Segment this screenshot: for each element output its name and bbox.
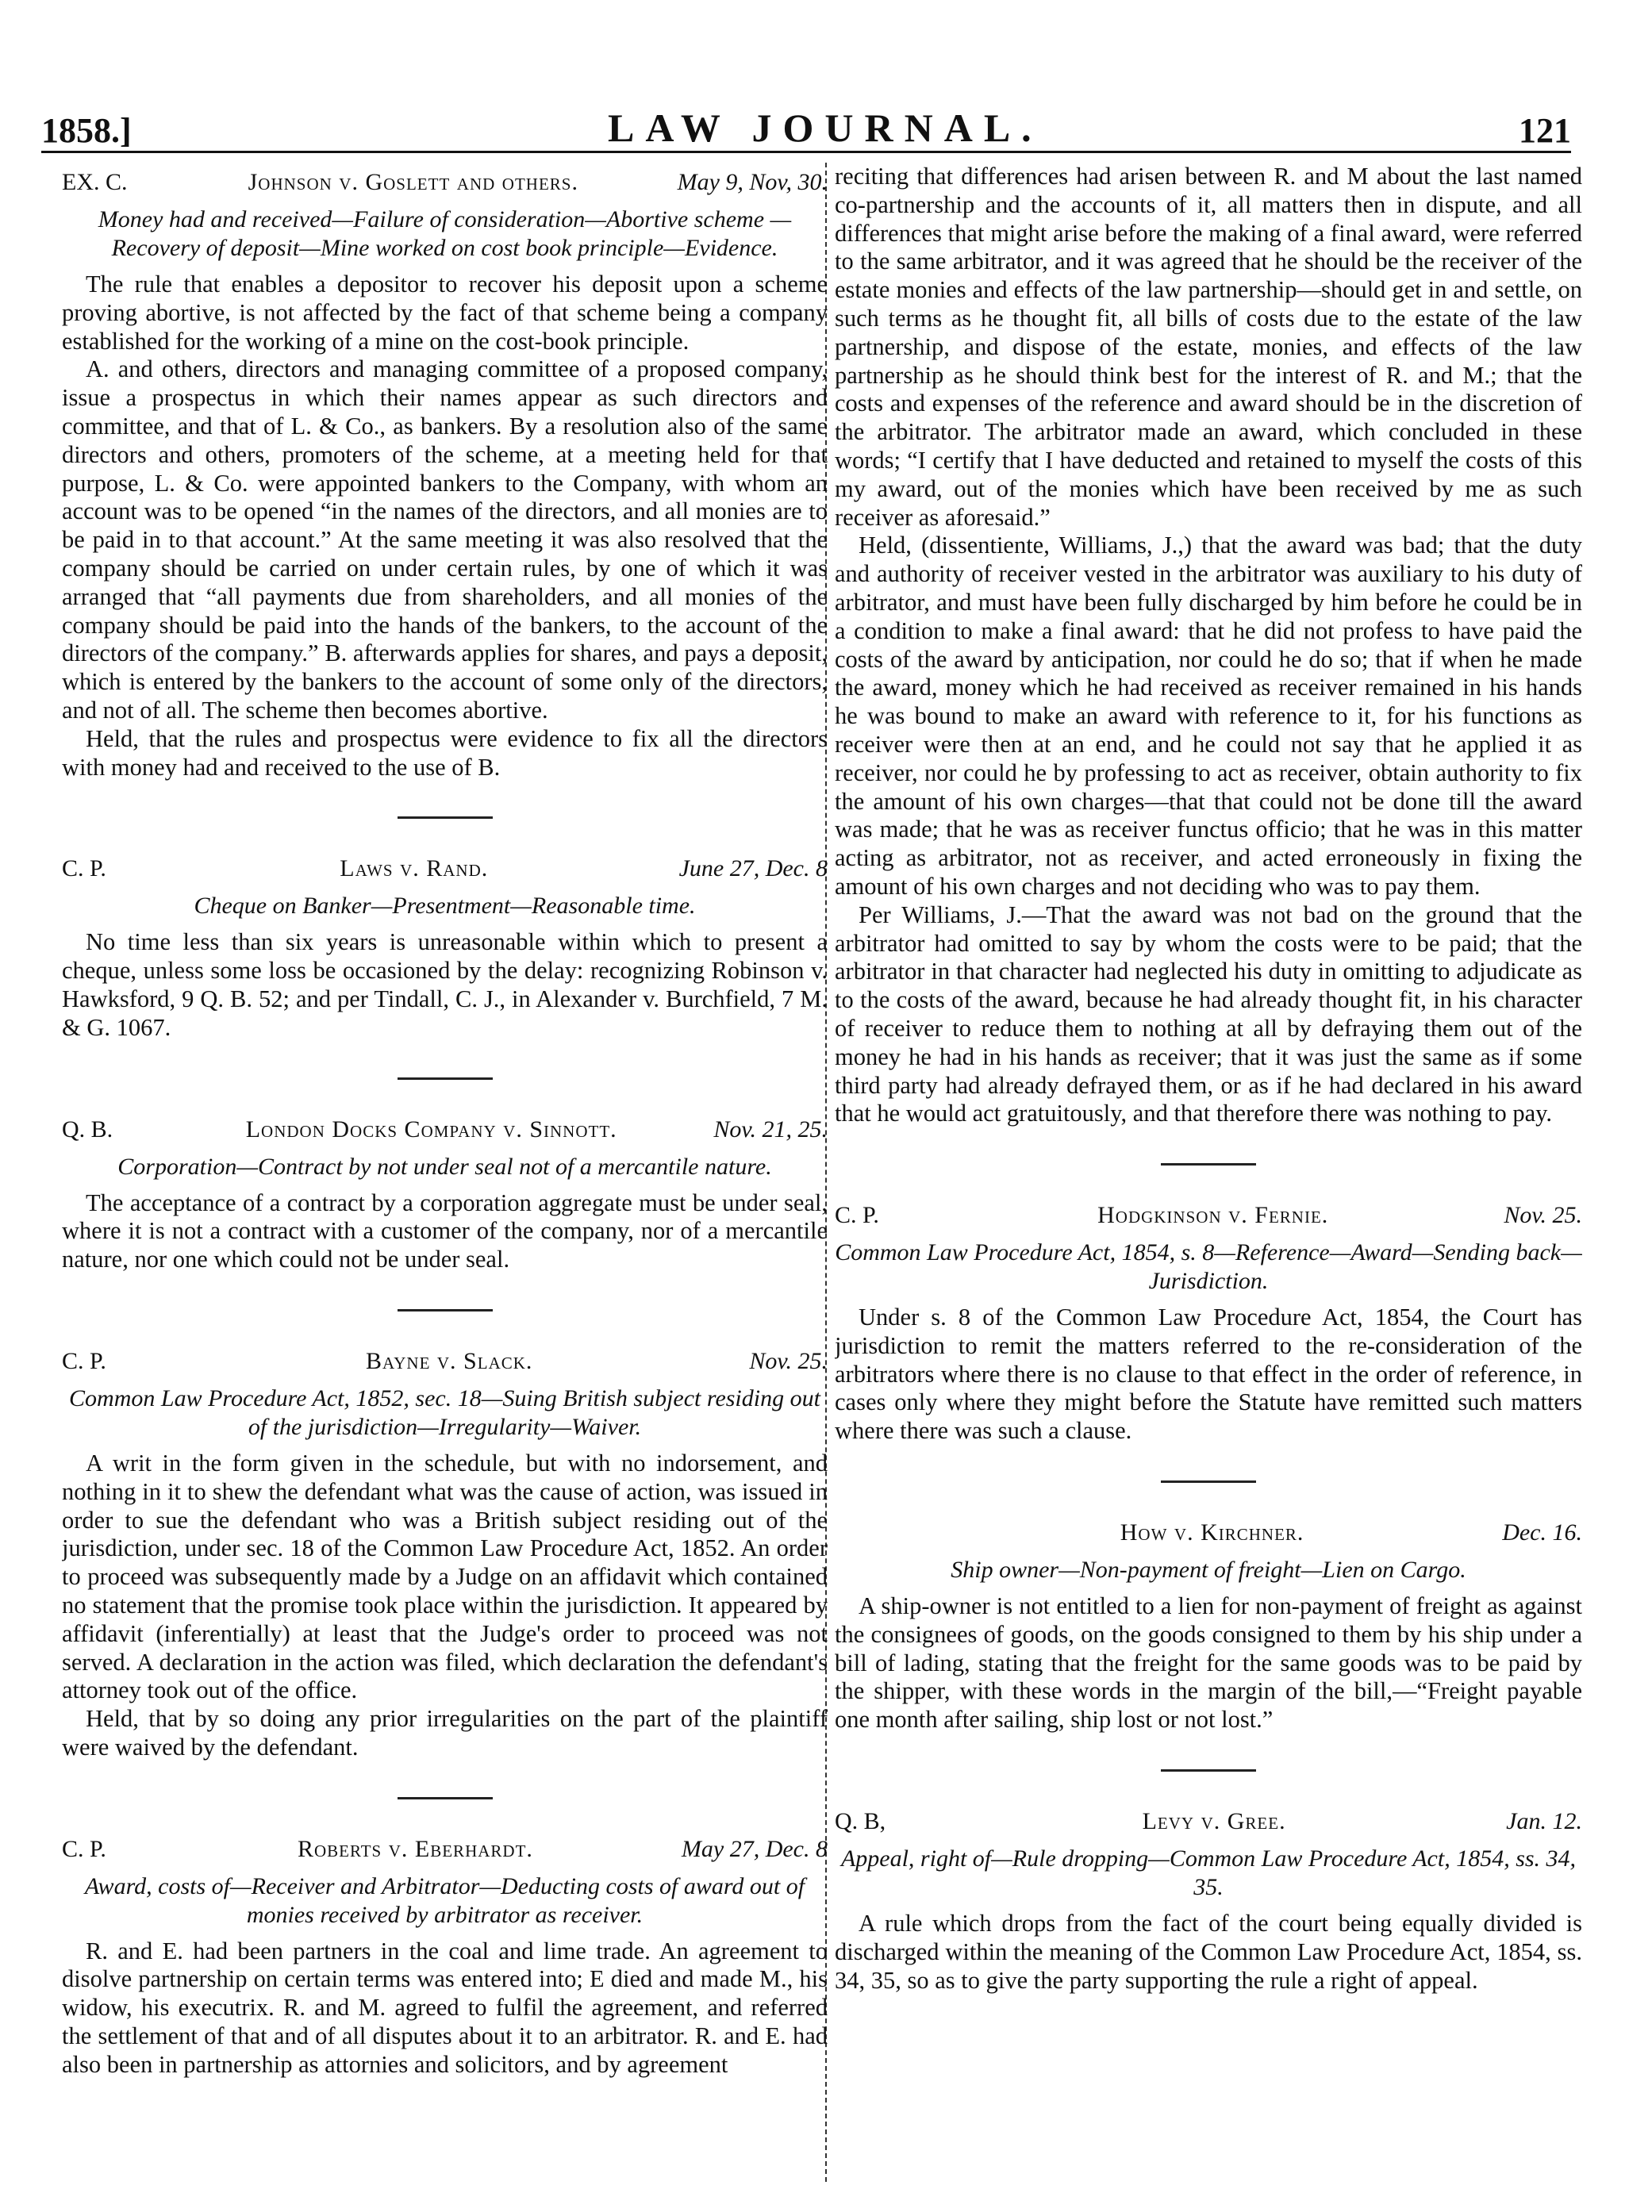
case-date: Nov. 25.: [749, 1347, 828, 1374]
paragraph: No time less than six years is unreasonable within which to present a cheque, unless some loss be occasioned by the delay: recognizing Robinson v. Hawksford, 9 Q. B. 52; and per Tindall, C. J., in Alexander v. Burchfield, 7 M. & G. 1067.: [62, 928, 828, 1041]
paragraph: Held, that the rules and prospectus were evidence to fix all the directors with money had and received to the use of B.: [62, 724, 828, 781]
case-roberts-v-eberhardt: [62, 1834, 828, 2080]
catchwords: Money had and received—Failure of consideration—Abortive scheme —Recovery of deposit—Mine worked on cost book principle—Evidence.: [98, 206, 792, 261]
case-separator: [1161, 1480, 1256, 1483]
catchwords: Appeal, right of—Rule dropping—Common Law Procedure Act, 1854, ss. 34, 35.: [840, 1845, 1577, 1901]
catchwords: Ship owner—Non-payment of freight—Lien on Cargo.: [951, 1557, 1466, 1584]
journal-title: LAW JOURNAL.: [607, 106, 1043, 150]
case-heading: [835, 1518, 1582, 1548]
page-header: [41, 95, 1571, 153]
catchwords: Award, costs of—Receiver and Arbitrator—Deducting costs of award out of monies received by arbitrator as receiver.: [84, 1872, 805, 1928]
case-date: May 27, Dec. 8: [681, 1835, 828, 1862]
case-name: London Docks Company v. Sinnott.: [245, 1116, 617, 1142]
case-date: Nov. 25.: [1504, 1202, 1582, 1229]
paragraph: Under s. 8 of the Common Law Procedure Act, 1854, the Court has jurisdiction to remit the matters referred to the re-consideration of the arbitrators where there is no clause to that effect in the order of reference, in cases only where they might before the Statute have remitted such matters where there was such a clause.: [835, 1304, 1582, 1445]
case-how-v-kirchner: [835, 1518, 1582, 1734]
paragraph: The rule that enables a depositor to recover his deposit upon a scheme proving abortive, is not affected by the fact of that scheme being a company established for the working of a mine on the cost-book principle.: [62, 271, 828, 355]
catchwords: Cheque on Banker—Presentment—Reasonable time.: [194, 893, 696, 920]
paragraph: R. and E. had been partners in the coal and lime trade. An agreement to disolve partnership on certain terms was entered into; E died and made M., his widow, his executrix. R. and M. agreed to fulfil the agreement, and referred the settlement of that and of all disputes about it to an arbitrator. R. and E. had also been in partnership as attornies and solicitors, and by agreement: [62, 1937, 828, 2078]
case-bayne-v-slack: [62, 1346, 828, 1762]
case-separator: [398, 1309, 493, 1311]
header-year: 1858.]: [41, 111, 132, 150]
case-hodgkinson-v-fernie: [835, 1200, 1582, 1446]
court-label: C. P.: [62, 855, 106, 882]
catchwords: Common Law Procedure Act, 1854, s. 8—Reference—Award—Sending back—Jurisdiction.: [835, 1239, 1582, 1295]
case-date: June 27, Dec. 8: [678, 855, 828, 882]
court-label: C. P.: [835, 1202, 879, 1229]
court-label: EX. C.: [62, 169, 128, 195]
case-name: Bayne v. Slack.: [365, 1347, 533, 1374]
case-laws-v-rand: [62, 854, 828, 1042]
case-levy-v-gree: [835, 1807, 1582, 1995]
case-name: Hodgkinson v. Fernie.: [1097, 1202, 1329, 1229]
case-name: How v. Kirchner.: [1120, 1519, 1304, 1546]
case-heading: [835, 1807, 1582, 1837]
paragraph: Held, (dissentiente, Williams, J.,) that the award was bad; that the duty and authority of receiver vested in the arbitrator was auxiliary to his duty of arbitrator, and must have been fully discharged by him before he could be in a condition to make a final award: that he did not profess to have paid the costs of the award by anticipation, nor could he do so; that if when he made the award, money which he had received as receiver remained in his hands he was bound to make an award with reference to it, for his functions as receiver were then at an end, and he could not say that he applied it as receiver, nor could he by professing to act as receiver, obtain authority to fix the amount of his own charges—that that could not be done till the award was made; that he was as receiver functus officio; that he was in this matter acting as arbitrator, not as receiver, and acted erroneously in fixing the amount of his own charges and not deciding who was to pay them.: [835, 532, 1582, 900]
case-separator: [1161, 1163, 1256, 1166]
court-label: C. P.: [62, 1835, 106, 1862]
case-separator: [398, 1077, 493, 1080]
case-date: May 9, Nov, 30.: [677, 169, 828, 195]
case-roberts-v-eberhardt-continued: [835, 163, 1582, 1128]
court-label: C. P.: [62, 1347, 106, 1374]
paragraph: reciting that differences had arisen between R. and M about the last named co-partnership and the accounts of it, all matters then in dispute, and all differences that might arise before the making of a final award, were referred to the same arbitrator, and it was agreed that he should be the receiver of the estate monies and effects of the law partnership—should get in and settle, on such terms as he thought fit, all bills of costs due to the estate of the law partnership, and dispose of the estate, monies, and effects of the law partnership as he should think best for the interest of R. and M.; that the costs and expenses of the reference and award should be in the discretion of the arbitrator. The arbitrator made an award, which concluded in these words; “I certify that I have deducted and retained to myself the costs of this my award, out of the monies which have been received by me as such receiver as aforesaid.”: [835, 163, 1582, 531]
paragraph: A rule which drops from the fact of the court being equally divided is discharged within the meaning of the Common Law Procedure Act, 1854, ss. 34, 35, so as to give the party supporting the rule a right of appeal.: [835, 1910, 1582, 1994]
paragraph: Per Williams, J.—That the award was not bad on the ground that the arbitrator had omitted to say by whom the costs were to be paid; that the arbitrator in that character had neglected his duty in omitting to adjudicate as to the costs of the award, because he had already thought fit, in his character of receiver to reduce them to nothing at all by defraying them out of the money he had in his hands as receiver; that it was just the same as if some third party had already defrayed them, or as if he had declared in his award that he would act gratuitously, and that therefore there was nothing to pay.: [835, 901, 1582, 1127]
case-separator: [1161, 1769, 1256, 1772]
left-column: [62, 163, 828, 2178]
paragraph: A writ in the form given in the schedule, but with no indorsement, and nothing in it to shew the defendant what was the cause of action, was issued in order to sue the defendant who was a British subject residing out of the jurisdiction, under sec. 18 of the Common Law Procedure Act, 1852. An order to proceed was subsequently made by a Judge on an affidavit which contained no statement that the promise took place within the jurisdiction. It appeared by affidavit (inferentially) at least that the Judge's order to proceed was not served. A declaration in the action was filed, which declaration the defendant's attorney took out of the office.: [62, 1449, 828, 1704]
paragraph: Held, that by so doing any prior irregularities on the part of the plaintiff were waived by the defendant.: [62, 1705, 828, 1761]
case-heading: [62, 167, 828, 198]
case-name: Roberts v. Eberhardt.: [297, 1835, 533, 1862]
case-separator: [398, 816, 493, 819]
case-johnson-v-goslett: [62, 167, 828, 781]
case-heading: [62, 854, 828, 884]
paragraph: The acceptance of a contract by a corporation aggregate must be under seal, where it is not a contract with a customer of the company, nor of a mercantile nature, nor one which could not be under seal.: [62, 1189, 828, 1273]
paragraph: A. and others, directors and managing committee of a proposed company, issue a prospectus in which their names appear as such directors and committee, and that of L. & Co., as bankers. By a resolution also of the same directors and others, promoters of the scheme, at a meeting held for that purpose, L. & Co. were appointed bankers to the Company, with whom an account was to be opened “in the names of the directors, and all monies are to be paid in to that account.” At the same meeting it was also resolved that the company should be carried on under certain rules, by one of which it was arranged that “all payments due from shareholders, and all monies of the company should be paid into the hands of the bankers, to the account of the directors of the company.” B. afterwards applies for shares, and pays a deposit, which is entered by the bankers to the account of some only of the directors, and not of all. The scheme then becomes abortive.: [62, 355, 828, 724]
case-heading: [835, 1200, 1582, 1231]
catchwords: Common Law Procedure Act, 1852, sec. 18—Suing British subject residing out of the jurisdiction—Irregularity—Waiver.: [69, 1384, 820, 1440]
right-column: [835, 163, 1582, 2178]
paragraph: A ship-owner is not entitled to a lien for non-payment of freight as against the consignees of goods, on the goods consigned to them by his ship under a bill of lading, stating that the freight for the same goods was to be paid by the shipper, with these words in the margin of the bill,—“Freight payable one month after sailing, ship lost or not lost.”: [835, 1592, 1582, 1734]
case-heading: [62, 1834, 828, 1864]
case-name: Laws v. Rand.: [340, 855, 489, 882]
case-name: Levy v. Gree.: [1142, 1808, 1286, 1835]
case-heading: [62, 1115, 828, 1145]
case-heading: [62, 1346, 828, 1377]
page-number: 121: [1519, 111, 1571, 150]
case-date: Jan. 12.: [1506, 1808, 1582, 1835]
court-label: Q. B.: [62, 1116, 113, 1142]
case-london-docks-v-sinnott: [62, 1115, 828, 1274]
catchwords: Corporation—Contract by not under seal not of a mercantile nature.: [117, 1153, 772, 1180]
case-name: Johnson v. Goslett and others.: [248, 169, 578, 195]
case-date: Dec. 16.: [1502, 1519, 1582, 1546]
case-separator: [398, 1797, 493, 1799]
case-date: Nov. 21, 25.: [713, 1116, 828, 1142]
court-label: Q. B,: [835, 1808, 886, 1835]
